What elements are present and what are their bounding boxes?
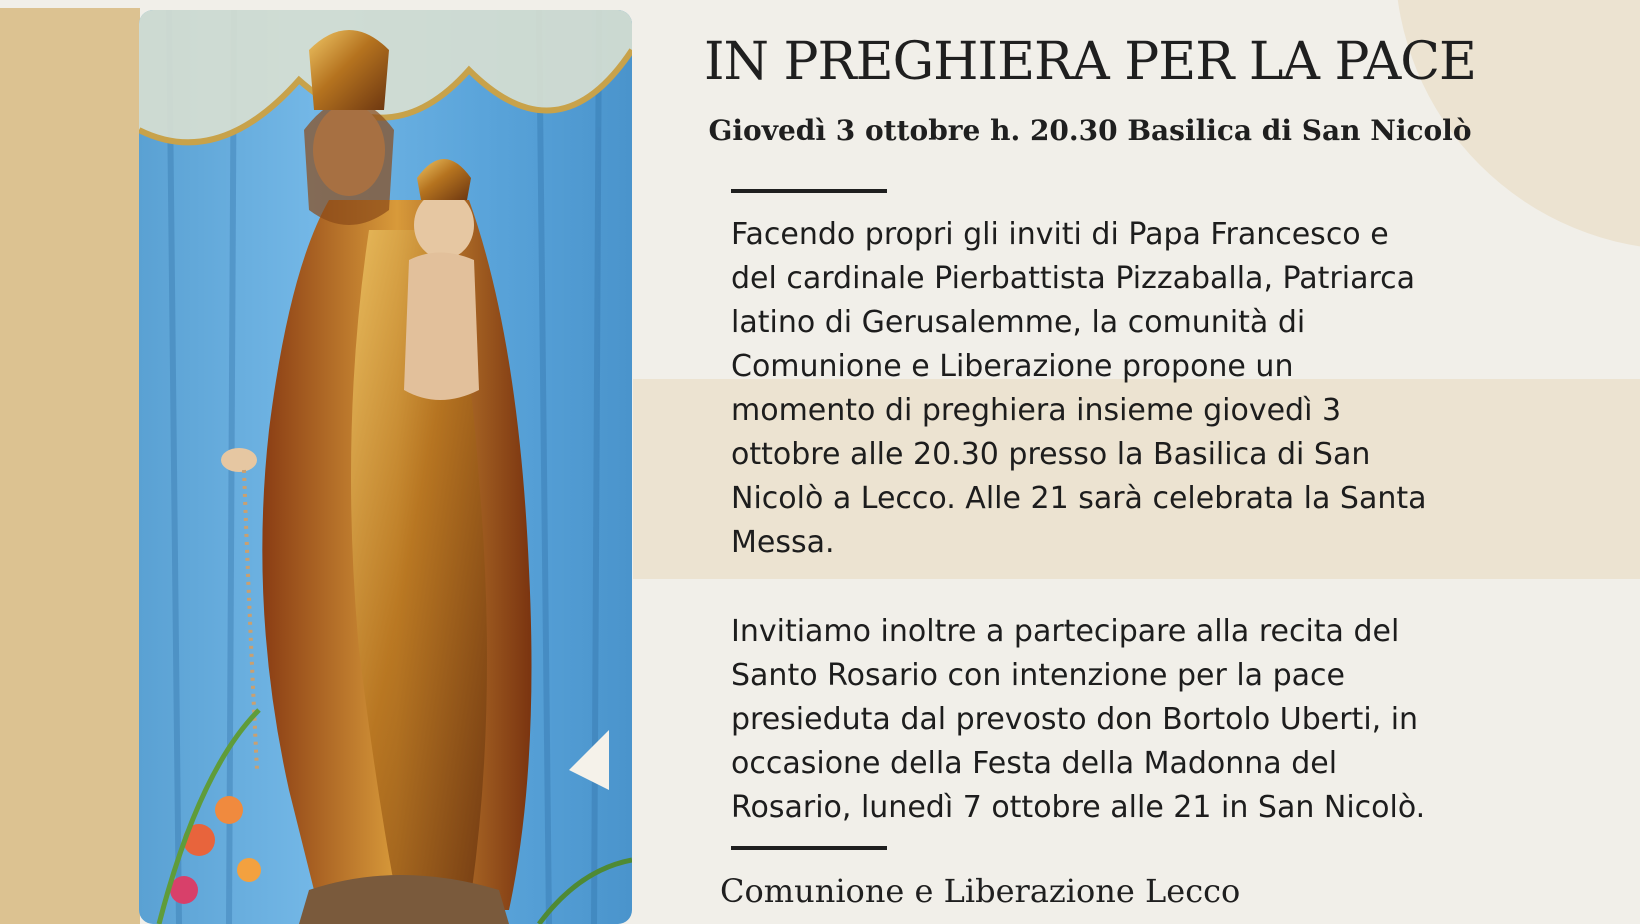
divider-bottom xyxy=(731,846,887,850)
event-description-paragraph: Facendo propri gli inviti di Papa Francesco e del cardinale Pierbattista Pizzaballa, Patriarca latino di Gerusalemme, la comunità di Comunione e Liberazione propone un momento di preghiera insieme giovedì 3 ottobre alle 20.30 presso la Basilica di San Nicolò a Lecco. Alle 21 sarà celebrata la Santa Messa. xyxy=(731,217,1427,560)
rosary-invitation-paragraph: Invitiamo inoltre a partecipare alla recita del Santo Rosario con intenzione per la pace presieduta dal prevosto don Bortolo Uberti, in occasione della Festa della Madonna del Rosario, lunedì 7 ottobre alle 21 in San Nicolò. xyxy=(731,614,1426,825)
divider-top xyxy=(731,189,887,193)
left-accent-strip xyxy=(0,8,140,924)
madonna-statue-illustration xyxy=(139,10,632,924)
madonna-statue-photo xyxy=(139,10,632,924)
event-date-subtitle: Giovedì 3 ottobre h. 20.30 Basilica di San Nicolò xyxy=(708,114,1472,147)
poster-title: IN PREGHIERA PER LA PACE xyxy=(703,32,1477,92)
organizer-signature: Comunione e Liberazione Lecco xyxy=(720,872,1241,910)
